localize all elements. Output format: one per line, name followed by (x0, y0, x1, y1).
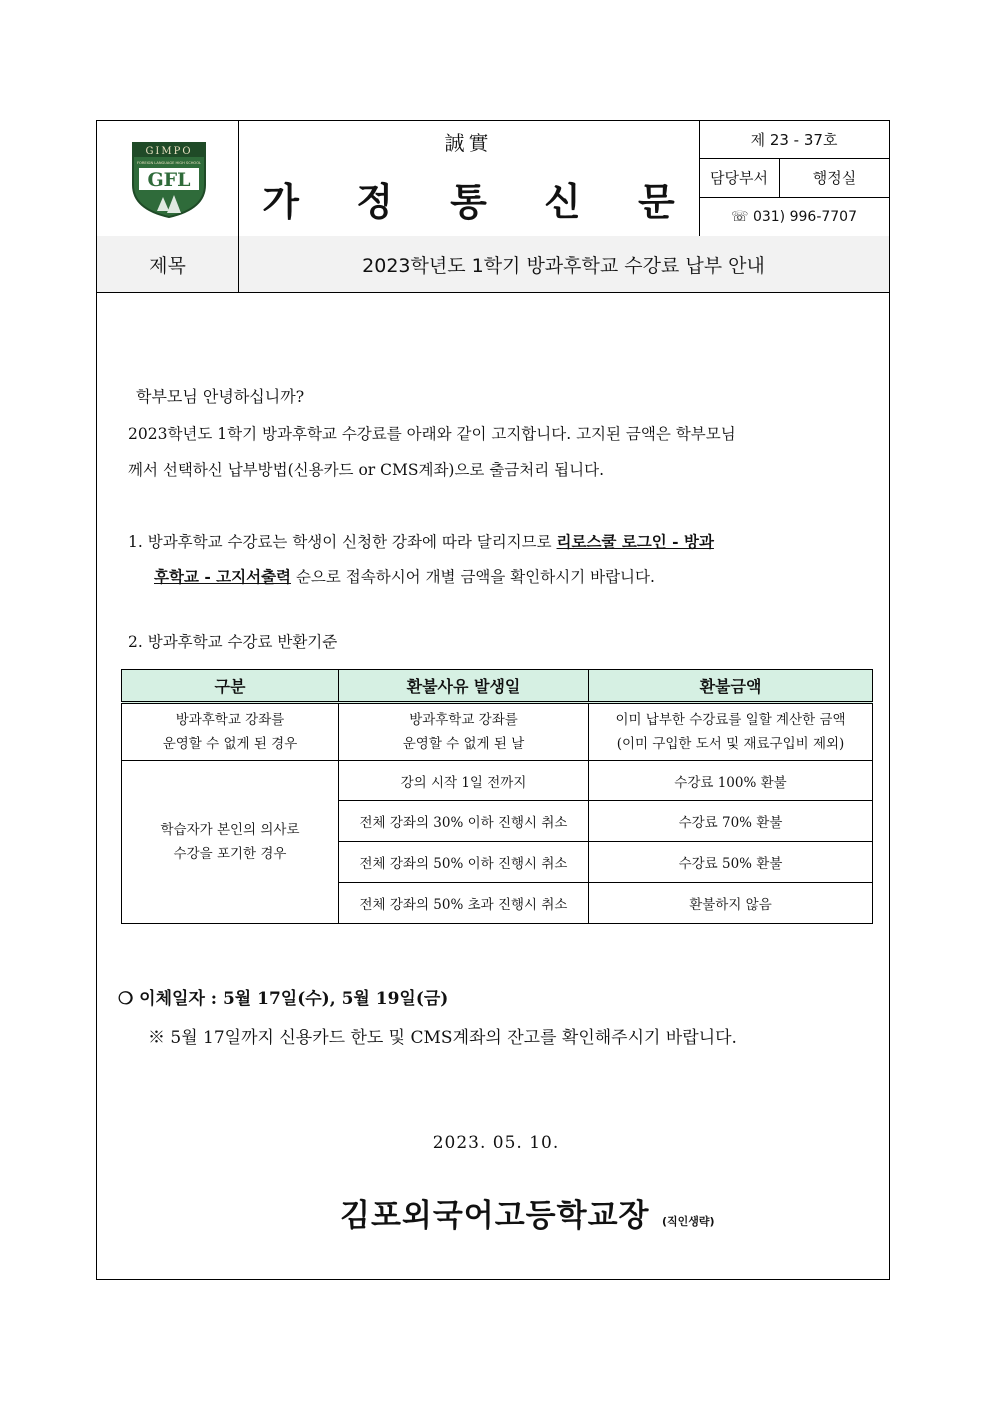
transfer-note: ※ 5월 17일까지 신용카드 한도 및 CMS계좌의 잔고를 확인해주시기 바랍니다. (148, 1028, 737, 1048)
school-logo (129, 139, 209, 219)
item-2: 2. 방과후학교 수강료 반환기준 (128, 633, 338, 651)
logo-sub-text: FOREIGN LANGUAGE HIGH SCHOOL (136, 161, 202, 165)
group2-category-line-2: 수강을 포기한 경우 (173, 846, 287, 862)
riroschool-path-part-2: 후학교 - 고지서출력 (154, 567, 292, 586)
riroschool-path-part-1: 리로스쿨 로그인 - 방과 (556, 532, 714, 551)
row1-date-line-2: 운영할 수 없게 된 날 (402, 736, 525, 752)
row1-category-line-1: 방과후학교 강좌를 (175, 712, 285, 728)
row1-date-line-1: 방과후학교 강좌를 (409, 712, 518, 728)
transfer-dates: 이체일자 : 5월 17일(수), 5월 19일(금) (139, 989, 449, 1009)
table-row (122, 703, 873, 761)
phone-row (699, 197, 889, 236)
transfer-line (118, 984, 448, 1009)
info-cell (699, 121, 889, 236)
group2-category-line-1: 학습자가 본인의 의사로 (160, 822, 300, 838)
row1-date (339, 703, 589, 761)
row1-amount (589, 703, 873, 761)
header (97, 121, 889, 237)
intro-line-1: 2023학년도 1학기 방과후학교 수강료를 아래와 같이 고지합니다. 고지된 금액은 학부모님 (128, 425, 736, 443)
refund-date-cell: 전체 강좌의 50% 초과 진행시 취소 (339, 883, 589, 924)
refund-date-cell: 전체 강좌의 50% 이하 진행시 취소 (339, 842, 589, 883)
dept-value: 행정실 (812, 169, 857, 187)
item-1-line-2 (154, 565, 655, 587)
doc-number: 제 23 - 37호 (750, 131, 838, 149)
dept-label: 담당부서 (699, 158, 780, 197)
row1-category (122, 703, 339, 761)
greeting: 학부모님 안녕하십니까? (136, 387, 305, 406)
item-1-line-1 (128, 530, 714, 552)
header-date: 환불사유 발생일 (339, 670, 589, 703)
refund-date-cell: 강의 시작 1일 전까지 (339, 761, 589, 801)
school-principal: 김포외국어고등학교장 (340, 1198, 650, 1234)
table-row (122, 761, 873, 801)
doc-number-row (699, 121, 889, 159)
phone-number: ☏ 031) 996-7707 (731, 208, 857, 225)
logo-cell (97, 121, 239, 236)
refund-amount-cell: 수강료 100% 환불 (589, 761, 873, 801)
item-1-suffix: 순으로 접속하시어 개별 금액을 확인하시기 바랍니다. (291, 568, 655, 586)
bullet-icon: ❍ (118, 989, 134, 1009)
row1-category-line-2: 운영할 수 없게 된 경우 (162, 736, 298, 752)
header-category: 구분 (122, 670, 339, 703)
school-motto: 誠實 (444, 131, 493, 155)
row1-amount-line-1: 이미 납부한 수강료를 일할 계산한 금액 (615, 712, 846, 728)
subject-label: 제목 (97, 236, 239, 292)
refund-amount-cell: 환불하지 않음 (589, 883, 873, 924)
title-cell (238, 121, 700, 236)
refund-table (121, 669, 873, 924)
item-1-prefix: 1. 방과후학교 수강료는 학생이 신청한 강좌에 따라 달리지므로 (128, 533, 557, 551)
table-header-row (122, 670, 873, 703)
refund-amount-cell: 수강료 70% 환불 (589, 801, 873, 842)
logo-mid-text: GFL (147, 169, 191, 191)
page-title: 가 정 통 신 문 (262, 180, 697, 224)
issue-date: 2023. 05. 10. (432, 1133, 560, 1153)
group2-category (122, 761, 339, 924)
intro-line-2: 께서 선택하신 납부방법(신용카드 or CMS계좌)으로 출금처리 됩니다. (128, 461, 605, 479)
refund-date-cell: 전체 강좌의 30% 이하 진행시 취소 (339, 801, 589, 842)
header-amount: 환불금액 (589, 670, 873, 703)
dept-row (699, 158, 889, 198)
subject-row (97, 236, 889, 293)
seal-note: (직인생략) (662, 1215, 715, 1228)
subject-title: 2023학년도 1학기 방과후학교 수강료 납부 안내 (362, 254, 765, 277)
logo-top-text: GIMPO (145, 146, 193, 157)
refund-amount-cell: 수강료 50% 환불 (589, 842, 873, 883)
row1-amount-line-2: (이미 구입한 도서 및 재료구입비 제외) (616, 736, 845, 752)
